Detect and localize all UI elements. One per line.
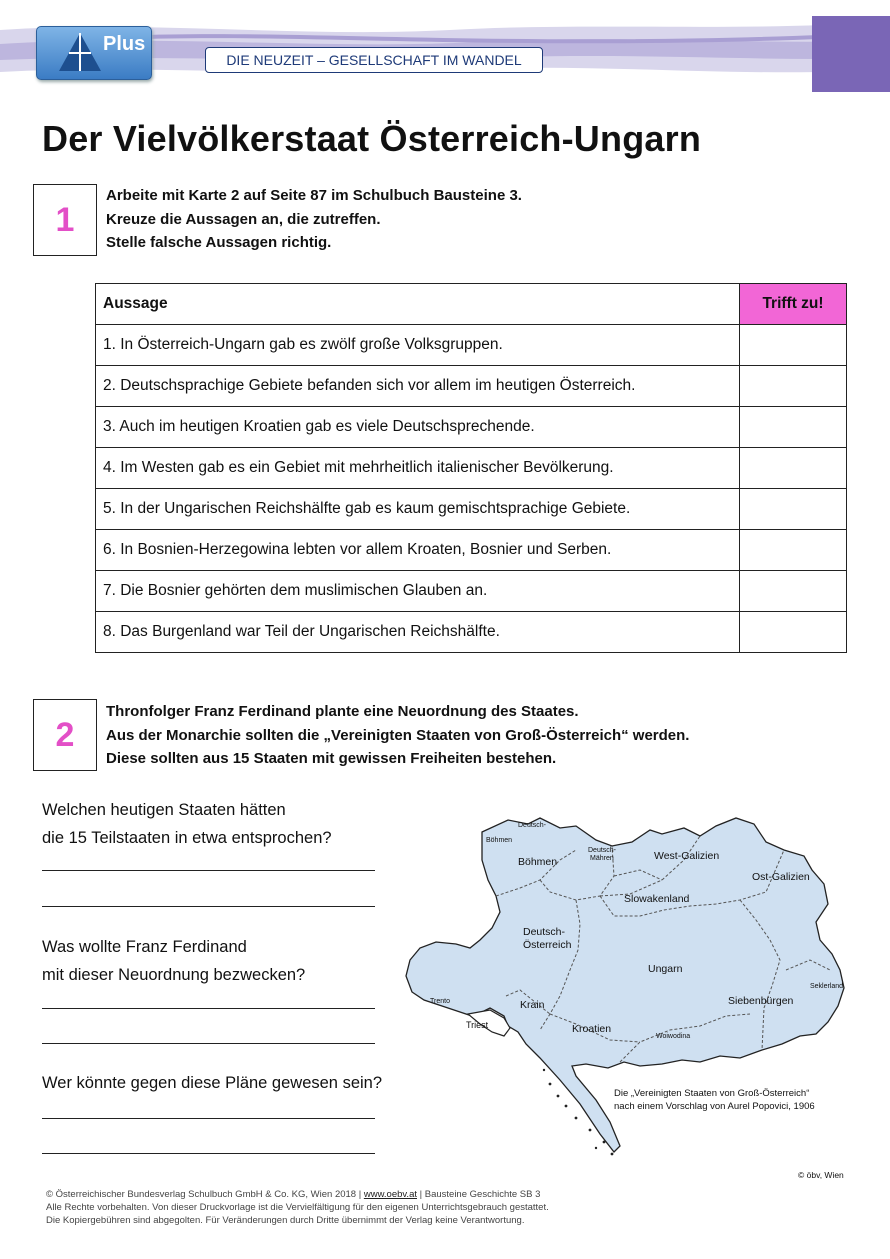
- historical-map: [400, 800, 855, 1170]
- question-text: mit dieser Neuordnung bezwecken?: [42, 965, 306, 984]
- statements-table: [95, 283, 847, 653]
- table-row: [96, 407, 847, 448]
- statement-text: 2. Deutschsprachige Gebiete befanden sich vor allem im heutigen Österreich.: [96, 366, 740, 407]
- label-ungarn: Ungarn: [648, 963, 683, 975]
- task-2-instructions: [106, 700, 689, 771]
- answer-line[interactable]: [42, 1008, 375, 1009]
- task-1-line: Kreuze die Aussagen an, die zutreffen.: [106, 210, 381, 228]
- question-text: Wer könnte gegen diese Pläne gewesen sein?: [42, 1074, 383, 1092]
- page-title: Der Vielvölkerstaat Österreich-Ungarn: [42, 118, 702, 159]
- label-ost-galizien: Ost-Galizien: [752, 871, 810, 883]
- table-row: [96, 366, 847, 407]
- footer: [46, 1188, 549, 1227]
- footer-url-link[interactable]: www.oebv.at: [363, 1189, 417, 1200]
- footer-line-1: [46, 1188, 549, 1201]
- answer-line[interactable]: [42, 906, 375, 907]
- statement-text: 6. In Bosnien-Herzegowina lebten vor allem Kroaten, Bosnier und Serben.: [96, 530, 740, 571]
- map-copyright: © öbv, Wien: [798, 1170, 844, 1180]
- question-text: Welchen heutigen Staaten hätten: [42, 801, 286, 819]
- label-trento: Trento: [430, 998, 450, 1005]
- check-cell[interactable]: [740, 530, 847, 571]
- header-corner-block: [812, 16, 890, 92]
- answer-line[interactable]: [42, 870, 375, 871]
- task-1-line: Stelle falsche Aussagen richtig.: [106, 234, 332, 251]
- task-1-line: Arbeite mit Karte 2 auf Seite 87 im Schulbuch Bausteine 3.: [106, 187, 522, 204]
- label-deutsch-boehmen: Deutsch-: [518, 822, 547, 829]
- subject-label: DIE NEUZEIT – GESELLSCHAFT IM WANDEL: [205, 47, 543, 73]
- footer-book: | Bausteine Geschichte SB 3: [419, 1189, 541, 1200]
- check-cell[interactable]: [740, 489, 847, 530]
- statement-text: 8. Das Burgenland war Teil der Ungarischen Reichshälfte.: [96, 612, 740, 653]
- label-woiwodina: Woiwodina: [656, 1033, 691, 1040]
- label-deutsch-maehren-2: Mähren: [590, 855, 614, 862]
- table-row: [96, 325, 847, 366]
- question-1: [42, 797, 332, 852]
- label-deutsch-oesterreich-1: Deutsch-: [523, 926, 566, 938]
- label-seklerland: Seklerland: [810, 983, 844, 990]
- question-2: [42, 934, 305, 989]
- footer-line-3: Die Kopiergebühren sind abgegolten. Für Veränderungen durch Dritte übernimmt der Verlag keine Verantwortung.: [46, 1215, 525, 1226]
- task-2-line: Diese sollten aus 15 Staaten mit gewissen Freiheiten bestehen.: [106, 750, 557, 767]
- question-text: die 15 Teilstaaten in etwa entsprochen?: [42, 828, 332, 847]
- check-cell[interactable]: [740, 448, 847, 489]
- header-statement: Aussage: [96, 284, 740, 325]
- logo-text: Plus: [103, 33, 146, 55]
- question-3: [42, 1070, 382, 1098]
- map-caption-line-2: nach einem Vorschlag von Aurel Popovici, 1906: [614, 1101, 815, 1112]
- table-row: [96, 530, 847, 571]
- label-siebenbuergen: Siebenbürgen: [728, 995, 794, 1007]
- task-number-1: 1: [33, 184, 97, 256]
- map-caption-line-1: Die „Vereinigten Staaten von Groß-Österreich“: [614, 1088, 810, 1099]
- check-cell[interactable]: [740, 325, 847, 366]
- statement-text: 1. In Österreich-Ungarn gab es zwölf große Volksgruppen.: [96, 325, 740, 366]
- answer-line[interactable]: [42, 1153, 375, 1154]
- statement-text: 4. Im Westen gab es ein Gebiet mit mehrheitlich italienischer Bevölkerung.: [96, 448, 740, 489]
- answer-line[interactable]: [42, 1118, 375, 1119]
- table-row: [96, 489, 847, 530]
- footer-line-2: Alle Rechte vorbehalten. Von dieser Druckvorlage ist die Vervielfältigung für den eigenen Unterrichtsgebrauch gestattet.: [46, 1202, 549, 1213]
- task-2-line: Aus der Monarchie sollten die „Vereinigten Staaten von Groß-Österreich“ werden.: [106, 726, 690, 744]
- table-row: [96, 571, 847, 612]
- answer-line[interactable]: [42, 1043, 375, 1044]
- label-boehmen-small: Böhmen: [486, 837, 513, 844]
- publisher-logo: [36, 26, 152, 80]
- task-number-2: 2: [33, 699, 97, 771]
- label-triest: Triest: [466, 1020, 489, 1030]
- check-cell[interactable]: [740, 366, 847, 407]
- table-row: [96, 448, 847, 489]
- statement-text: 5. In der Ungarischen Reichshälfte gab es kaum gemischtsprachige Gebiete.: [96, 489, 740, 530]
- label-slowakenland: Slowakenland: [624, 893, 690, 905]
- statement-text: 3. Auch im heutigen Kroatien gab es viele Deutschsprechende.: [96, 407, 740, 448]
- question-text: Was wollte Franz Ferdinand: [42, 938, 247, 956]
- label-kroatien: Kroatien: [572, 1023, 612, 1035]
- statement-text: 7. Die Bosnier gehörten dem muslimischen Glauben an.: [96, 571, 740, 612]
- label-west-galizien: West-Galizien: [654, 850, 720, 862]
- triangle-logo-icon: [57, 31, 103, 73]
- header-check: Trifft zu!: [740, 284, 847, 325]
- check-cell[interactable]: [740, 612, 847, 653]
- task-2-line: Thronfolger Franz Ferdinand plante eine Neuordnung des Staates.: [106, 703, 579, 720]
- footer-publisher: © Österreichischer Bundesverlag Schulbuch GmbH & Co. KG, Wien 2018 |: [46, 1189, 362, 1200]
- label-krain: Krain: [520, 999, 545, 1011]
- task-1-instructions: [106, 184, 522, 255]
- table-header-row: [96, 284, 847, 325]
- table-row: [96, 612, 847, 653]
- label-deutsch-oesterreich-2: Österreich: [523, 939, 572, 951]
- check-cell[interactable]: [740, 407, 847, 448]
- check-cell[interactable]: [740, 571, 847, 612]
- label-boehmen: Böhmen: [518, 856, 558, 868]
- label-deutsch-maehren-1: Deutsch-: [588, 847, 617, 854]
